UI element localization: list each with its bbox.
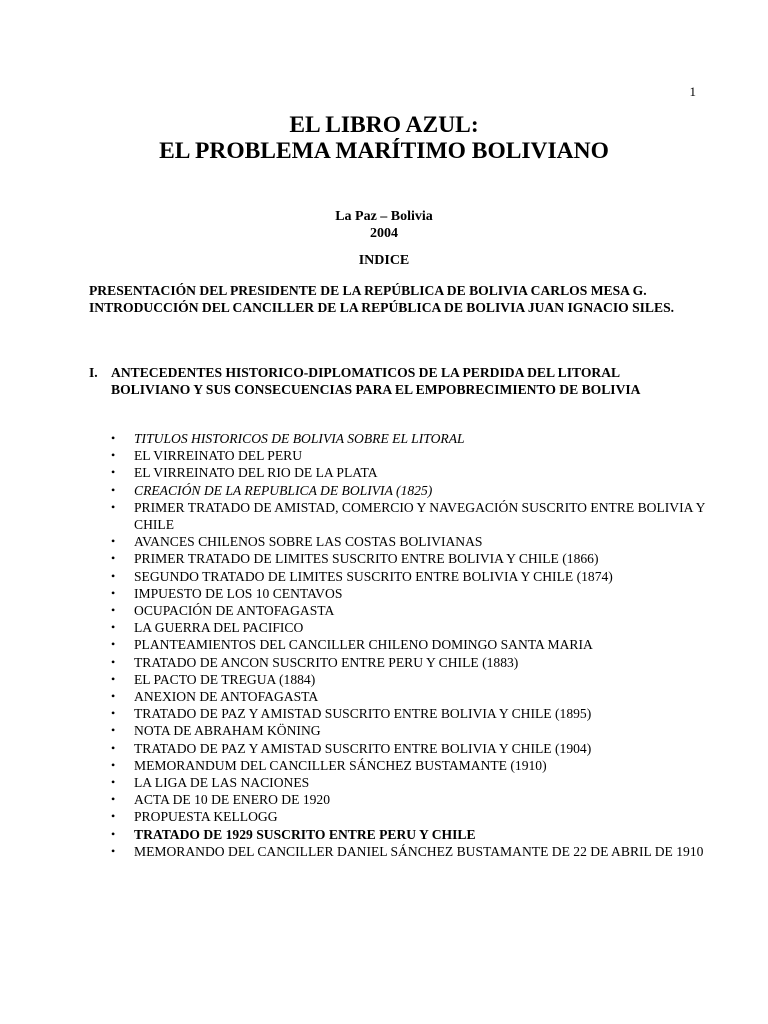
list-item <box>111 636 711 653</box>
bullet-icon: • <box>111 637 116 652</box>
bullet-icon: • <box>111 671 116 686</box>
bullet-icon: • <box>111 534 116 549</box>
list-item-label: TITULOS HISTORICOS DE BOLIVIA SOBRE EL LITORAL <box>134 431 465 446</box>
section-heading <box>89 364 701 398</box>
publication-info <box>0 208 768 242</box>
list-item-label: PRIMER TRATADO DE AMISTAD, COMERCIO Y NAVEGACIÓN SUSCRITO ENTRE BOLIVIA Y CHILE <box>134 499 705 533</box>
list-item <box>111 482 711 499</box>
list-item <box>111 740 711 757</box>
bullet-icon: • <box>111 809 116 824</box>
list-item <box>111 619 711 636</box>
list-item-label: AVANCES CHILENOS SOBRE LAS COSTAS BOLIVIANAS <box>134 534 483 550</box>
list-item-label: EL VIRREINATO DEL PERU <box>134 448 303 464</box>
bullet-icon: • <box>111 654 116 669</box>
bullet-icon: • <box>111 603 116 618</box>
list-item-label: NOTA DE ABRAHAM KÖNING <box>134 723 321 739</box>
bullet-icon: • <box>111 740 116 755</box>
list-item <box>111 757 711 774</box>
list-item-label: IMPUESTO DE LOS 10 CENTAVOS <box>134 585 343 601</box>
list-item <box>111 808 711 825</box>
list-item-label: TRATADO DE PAZ Y AMISTAD SUSCRITO ENTRE BOLIVIA Y CHILE (1904) <box>134 740 592 756</box>
list-item-label: MEMORANDO DEL CANCILLER DANIEL SÁNCHEZ BUSTAMANTE DE 22 DE ABRIL DE 1910 <box>134 843 704 859</box>
list-item <box>111 464 711 481</box>
bullet-icon: • <box>111 775 116 790</box>
index-heading: INDICE <box>358 253 410 268</box>
bullet-icon: • <box>111 620 116 635</box>
list-item <box>111 585 711 602</box>
list-item <box>111 705 711 722</box>
title-line-2: EL PROBLEMA MARÍTIMO BOLIVIANO <box>159 138 609 164</box>
list-item-label: TRATADO DE PAZ Y AMISTAD SUSCRITO ENTRE BOLIVIA Y CHILE (1895) <box>134 706 592 722</box>
bullet-icon: • <box>111 431 116 445</box>
list-item-label: ANEXION DE ANTOFAGASTA <box>134 689 319 705</box>
bullet-icon: • <box>111 448 116 463</box>
title-line-1: EL LIBRO AZUL: <box>289 112 479 138</box>
list-item <box>111 688 711 705</box>
bullet-icon: • <box>111 706 116 721</box>
list-item <box>111 499 711 533</box>
list-item-label: LA LIGA DE LAS NACIONES <box>134 775 310 791</box>
section-number: I. <box>89 365 98 380</box>
publication-year: 2004 <box>370 226 398 241</box>
bullet-icon: • <box>111 757 116 772</box>
list-item <box>111 447 711 464</box>
bullet-icon: • <box>111 689 116 704</box>
bullet-icon: • <box>111 465 116 480</box>
bullet-icon: • <box>111 482 116 497</box>
intro-entries <box>89 282 701 316</box>
list-item-label: PRIMER TRATADO DE LIMITES SUSCRITO ENTRE BOLIVIA Y CHILE (1866) <box>134 551 599 567</box>
list-item <box>111 722 711 739</box>
list-item-label: PROPUESTA KELLOGG <box>134 809 278 825</box>
publication-place: La Paz – Bolivia <box>335 209 433 224</box>
list-item-label: PLANTEAMIENTOS DEL CANCILLER CHILENO DOMINGO SANTA MARIA <box>134 637 593 653</box>
list-item-label: ACTA DE 10 DE ENERO DE 1920 <box>134 792 331 808</box>
list-item-label: EL PACTO DE TREGUA (1884) <box>134 671 316 687</box>
bullet-icon: • <box>111 826 116 841</box>
bullet-icon: • <box>111 499 116 514</box>
list-item <box>111 568 711 585</box>
bullet-icon: • <box>111 568 116 583</box>
list-item-label: MEMORANDUM DEL CANCILLER SÁNCHEZ BUSTAMANTE (1910) <box>134 757 547 773</box>
page-number: 1 <box>689 84 696 99</box>
list-item <box>111 791 711 808</box>
list-item-label: CREACIÓN DE LA REPUBLICA DE BOLIVIA (1825) <box>134 482 433 498</box>
list-item <box>111 430 711 447</box>
list-item <box>111 654 711 671</box>
document-title <box>0 112 768 164</box>
list-item-label: OCUPACIÓN DE ANTOFAGASTA <box>134 603 335 619</box>
list-item <box>111 843 711 860</box>
list-item-label: EL VIRREINATO DEL RIO DE LA PLATA <box>134 465 378 481</box>
bullet-icon: • <box>111 723 116 738</box>
list-item <box>111 533 711 550</box>
intro-entry-introduction: INTRODUCCIÓN DEL CANCILLER DE LA REPÚBLICA DE BOLIVIA JUAN IGNACIO SILES. <box>89 300 675 316</box>
bullet-icon: • <box>111 792 116 807</box>
list-item <box>111 550 711 567</box>
list-item-label: TRATADO DE 1929 SUSCRITO ENTRE PERU Y CHILE <box>134 826 476 842</box>
list-item <box>111 826 711 843</box>
bullet-icon: • <box>111 585 116 600</box>
list-item <box>111 774 711 791</box>
bullet-icon: • <box>111 843 116 858</box>
intro-entry-presentation: PRESENTACIÓN DEL PRESIDENTE DE LA REPÚBLICA DE BOLIVIA CARLOS MESA G. <box>89 283 647 298</box>
list-item <box>111 671 711 688</box>
list-item-label: SEGUNDO TRATADO DE LIMITES SUSCRITO ENTRE BOLIVIA Y CHILE (1874) <box>134 568 613 584</box>
list-item-label: LA GUERRA DEL PACIFICO <box>134 620 304 636</box>
section-title: ANTECEDENTES HISTORICO-DIPLOMATICOS DE LA PERDIDA DEL LITORAL BOLIVIANO Y SUS CONSECUENCIAS PARA EL EMPOBRECIMIENTO DE BOLIVIA <box>111 365 641 398</box>
list-item <box>111 602 711 619</box>
toc-item-list <box>111 430 711 860</box>
bullet-icon: • <box>111 551 116 566</box>
list-item-label: TRATADO DE ANCON SUSCRITO ENTRE PERU Y CHILE (1883) <box>134 654 519 670</box>
